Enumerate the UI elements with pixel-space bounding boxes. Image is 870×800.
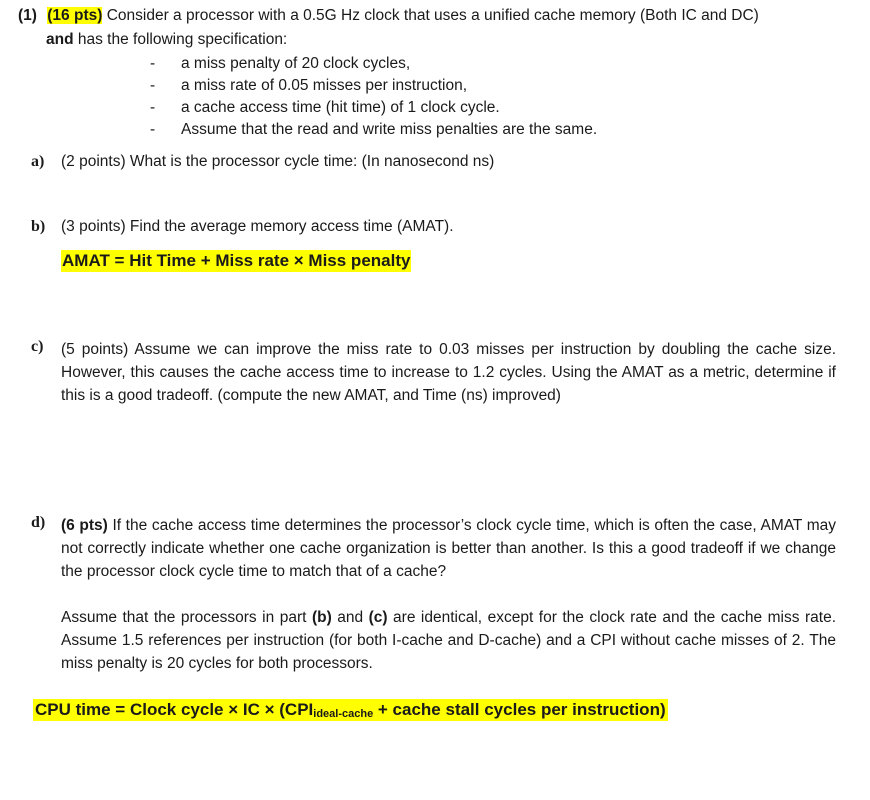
part-d-points: (6 pts) xyxy=(61,517,108,534)
part-d-label: d) xyxy=(31,514,46,531)
part-d-paragraph-1 xyxy=(61,514,836,583)
question-1-line2 xyxy=(46,31,287,49)
part-d-ref-b: (b) xyxy=(311,609,332,626)
part-d-paragraph-2 xyxy=(61,606,836,675)
part-b-label: b) xyxy=(31,218,46,235)
intro-line2-text: has the following specification: xyxy=(73,31,288,48)
part-b-text: (3 points) Find the average memory access time (AMAT). xyxy=(61,218,454,235)
question-points: (16 pts) xyxy=(47,7,103,24)
spec-dash: - xyxy=(150,99,156,116)
spec-dash: - xyxy=(150,55,156,72)
question-1-header xyxy=(18,7,759,25)
cpu-formula-end: + cache stall cycles per instruction) xyxy=(373,700,666,719)
intro-and: and xyxy=(46,31,74,48)
spec-item: a miss penalty of 20 clock cycles, xyxy=(181,55,411,72)
part-c-text: (5 points) Assume we can improve the miss rate to 0.03 misses per instruction by doubling the cache size. However, this causes the cache access time to increase to 1.2 cycles. Using the AMAT as a metric, determine if this is a good tradeoff. (compute the new AMAT, and Time (ns) improved) xyxy=(61,341,836,404)
part-c-label: c) xyxy=(31,338,44,355)
cpu-time-formula xyxy=(33,699,668,721)
spec-dash: - xyxy=(150,77,156,94)
question-number: (1) xyxy=(18,7,37,24)
part-a-label: a) xyxy=(31,153,45,170)
part-d-p2-a: Assume that the processors in part xyxy=(61,609,312,626)
cpu-formula-main: CPU time = Clock cycle × IC × (CPI xyxy=(35,700,314,719)
amat-formula: AMAT = Hit Time + Miss rate × Miss penalty xyxy=(62,251,411,270)
spec-item: a cache access time (hit time) of 1 clock cycle. xyxy=(181,99,500,116)
part-d-ref-c: (c) xyxy=(368,609,388,626)
part-d-text: If the cache access time determines the processor’s clock cycle time, which is often the case, AMAT may not correctly indicate whether one cache organization is better than another. Is this a good tradeoff if we change the processor clock cycle time to match that of a cache? xyxy=(61,517,837,580)
spec-dash: - xyxy=(150,121,156,138)
spec-item: a miss rate of 0.05 misses per instruction, xyxy=(181,77,468,94)
part-d-p2-e: are identical, except for the clock rate and the cache miss rate. Assume 1.5 references per instruction (for both I-cache and D-cache) and a CPI without cache misses of 2. The miss penalty is 20 cycles for both processors. xyxy=(61,609,836,672)
cpu-formula-subscript: ideal-cache xyxy=(313,708,374,720)
spec-item: Assume that the read and write miss penalties are the same. xyxy=(181,121,598,138)
question-intro: Consider a processor with a 0.5G Hz clock that uses a unified cache memory (Both IC and DC) xyxy=(102,7,759,24)
part-a-text: (2 points) What is the processor cycle time: (In nanosecond ns) xyxy=(61,153,495,170)
part-d-p2-c: and xyxy=(331,609,369,626)
